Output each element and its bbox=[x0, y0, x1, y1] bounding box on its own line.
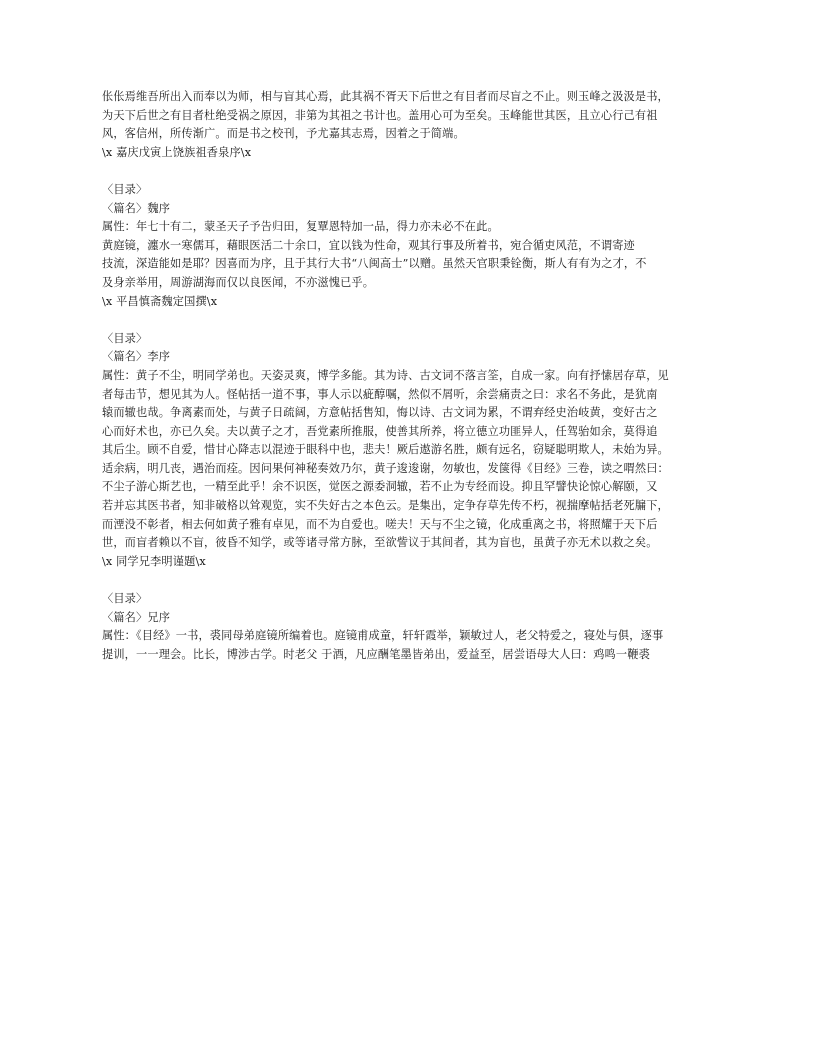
section-lixu bbox=[102, 330, 740, 572]
text-line: 为天下后世之有目者杜绝受祸之原因，非第为其祖之书计也。盖用心可为至矣。玉峰能世其医，且立心行己有祖 bbox=[102, 108, 658, 122]
text-line: 风，客信州，所传渐广。而是书之校刊，予尤嘉其志焉，因着之于简端。 bbox=[102, 127, 465, 141]
text-line: 不尘子游心斯艺也，一精至此乎！余不识医，觉医之源委洞辙，若不止为专经而设。抑且罕譬快论惊心解颐，又 bbox=[102, 480, 658, 494]
section-title-marker: 〈篇名〉李序 bbox=[102, 350, 171, 364]
text-line: 属性：年七十有二，蒙圣天子予告归田，复覃恩特加一品，得力亦未必不在此。 bbox=[102, 220, 499, 234]
section-spacer bbox=[102, 162, 740, 181]
document-body bbox=[102, 88, 740, 664]
attribution-marker: \x 嘉庆戊寅上饶族祖香泉序\x bbox=[102, 145, 252, 159]
text-line: 伥伥焉维吾所出入而奉以为师，相与盲其心焉，此其祸不胥天下后世之有目者而尽盲之不止。则玉峰之汲汲是书， bbox=[102, 90, 669, 103]
catalog-marker: 〈目录〉 bbox=[102, 182, 148, 196]
text-line: 技流，深造能如是耶？因喜而为序，且于其行大书“八闽高士”以赠。虽然天官职秉铨衡，斯人有有为之才，不 bbox=[102, 257, 647, 271]
paragraph-preface-xiangquan bbox=[102, 88, 740, 162]
catalog-marker: 〈目录〉 bbox=[102, 592, 148, 606]
text-line: 黄庭镜，瀍水一寒儒耳，藉眼医活二十余口，宜以钱为性命，观其行事及所着书，宛合循吏风范，不谓寄迹 bbox=[102, 238, 635, 252]
attribution-marker: \x 平昌慎斋魏定国撰\x bbox=[102, 294, 218, 308]
text-line: 其后尘。顾不自爱，惜甘心降志以混迹于眼科中也，悲夫！厥后遨游名胜，颇有远名，窃疑聪明欺人，未始为异。 bbox=[102, 443, 669, 457]
text-line: 适余病，明几丧，遇治而痊。因问果何神秘奏效乃尔，黄子逡逡谢，勿敏也，发箧得《目经》三卷，读之喟然曰： bbox=[102, 461, 669, 475]
text-line: 心而好术也，亦已久矣。夫以黄子之才，吾党素所推服，使善其所养，将立德立功匪异人，任驾骀如余，莫得追 bbox=[102, 424, 658, 438]
section-title-marker: 〈篇名〉魏序 bbox=[102, 201, 171, 215]
text-line: 辕而辙也哉。争离素而处，与黄子日疏阔，方意帖括售知，悔以诗、古文词为累，不谓弃经史治岐黄，变好古之 bbox=[102, 406, 658, 420]
text-line: 及身亲举用，周游湖海而仅以良医闻，不亦滋愧已乎。 bbox=[102, 275, 375, 289]
catalog-marker: 〈目录〉 bbox=[102, 331, 148, 345]
section-title-marker: 〈篇名〉兄序 bbox=[102, 610, 171, 624]
text-line: 提训，一一理会。比长，博涉古学。时老父 于酒，凡应酬笔墨皆弟出，爱益至，居尝语母大人曰：鸡鸣一鞭裘 bbox=[102, 647, 650, 661]
text-line: 若并忘其医书者，知非破格以耸观览，实不失好古之本色云。是集出，定争存草先传不朽，视揣摩帖括老死牖下， bbox=[102, 499, 669, 513]
text-line: 世，而盲者赖以不盲，彼昏不知学，或等诸寻常方脉，至欲訾议于其间者，其为盲也，虽黄子亦无术以救之矣。 bbox=[102, 536, 658, 550]
text-line: 属性：《目经》一书，裘同母弟庭镜所编着也。庭镜甫成童，轩轩霞举，颖敏过人，老父特爱之，寝处与俱，逐事 bbox=[102, 629, 664, 643]
section-spacer bbox=[102, 571, 740, 590]
attribution-marker: \x 同学兄李明谨题\x bbox=[102, 554, 206, 568]
section-xiongxu bbox=[102, 590, 740, 664]
text-line: 属性：黄子不尘，明同学弟也。天姿灵爽，博学多能。其为诗、古文词不落言筌，自成一家。向有抒愫居存草，见 bbox=[102, 368, 669, 382]
section-weixu bbox=[102, 181, 740, 311]
text-line: 而湮没不彰者，相去何如黄子雅有卓见，而不为自爱也。嗟夫！天与不尘之镜，化成重离之书，将照耀于天下后 bbox=[102, 517, 658, 531]
section-spacer bbox=[102, 311, 740, 330]
text-line: 者每击节，想见其为人。怪帖括一道不事，事人示以疵醇嘱，然似不屑听，余尝痛责之曰：求名不务此，是犹南 bbox=[102, 387, 658, 401]
